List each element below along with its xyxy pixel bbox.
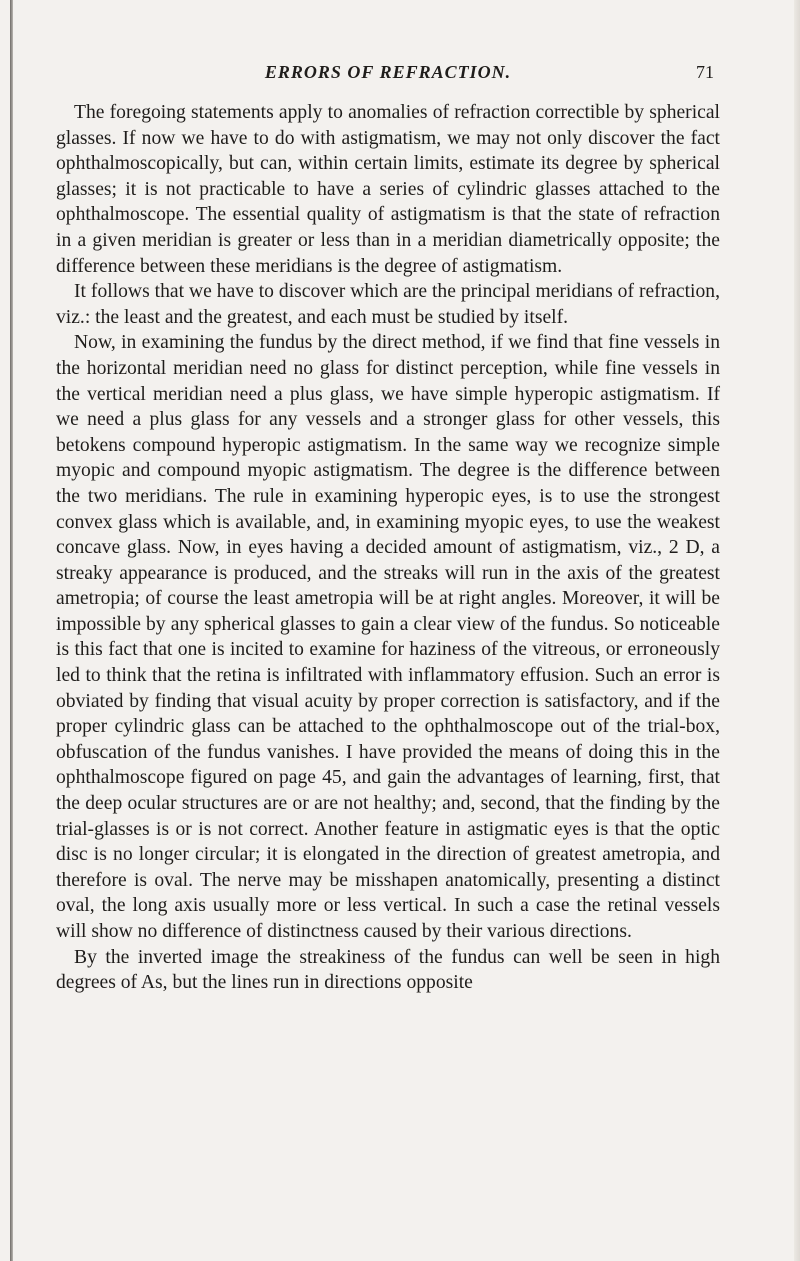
running-head: ERRORS OF REFRACTION. <box>264 62 512 82</box>
paragraph-astigmatism-intro: The foregoing statements apply to anomalies of refraction correctible by spherical glasses. If now we have to do with astigmatism, we may not only discover the fact ophthalmoscopically, but can, within certain limits, estimate its degree by spherical glasses; it is not practicable to have a series of cylindric glasses attached to the ophthalmoscope. The essential quality of astigmatism is that the state of refraction in a given meridian is greater or less than in a meridian diametrically opposite; the difference between these meridians is the degree of astigmatism. <box>56 102 720 277</box>
paragraph-direct-method: Now, in examining the fundus by the direct method, if we find that fine vessels in the horizontal meridian need no glass for distinct perception, while fine vessels in the vertical meridian need a plus glass, we have simple hyperopic astigmatism. If we need a plus glass for any vessels and a stronger glass for other vessels, this betokens compound hyperopic astigmatism. In the same way we recognize simple myopic and compound myopic astigmatism. The degree is the difference between the two meridians. The rule in examining hyperopic eyes, is to use the strongest convex glass which is available, and, in examining myopic eyes, to use the weakest concave glass. Now, in eyes having a decided amount of astigmatism, viz., 2 D, a streaky appearance is produced, and the streaks will run in the axis of the greatest ametropia; of course the least ametropia will be at right angles. Moreover, it will be impossible by any spherical glasses to gain a clear view of the fundus. So noticeable is this fact that one is incited to examine for haziness of the vitreous, or erroneously led to think that the retina is infiltrated with inflammatory effusion. Such an error is obviated by finding that visual acuity by proper correction is satisfactory, and if the proper cylindric glass can be attached to the ophthalmoscope out of the trial-box, obfuscation of the fundus vanishes. I have provided the means of doing this in the ophthalmoscope figured on page 45, and gain the advantages of learning, first, that the deep ocular structures are or are not healthy; and, second, that the finding by the trial-glasses is or is not correct. Another feature in astigmatic eyes is that the optic disc is no longer circular; it is elongated in the direction of greatest ametropia, and therefore is oval. The nerve may be misshapen anatomically, presenting a distinct oval, the long axis usually more or less vertical. In such a case the retinal vessels will show no difference of distinctness caused by their various directions. <box>56 332 720 942</box>
paragraph-principal-meridians: It follows that we have to discover which are the principal meridians of refraction, viz.: the least and the greatest, and each must be studied by itself. <box>56 281 720 328</box>
page-header <box>56 62 720 88</box>
page-binding-edge <box>10 0 13 1261</box>
page-right-edge <box>794 0 800 1261</box>
page-number: 71 <box>696 62 714 82</box>
body-text <box>56 100 720 996</box>
paragraph-inverted-image: By the inverted image the streakiness of the fundus can well be seen in high degrees of As, but the lines run in directions opposite <box>56 946 720 994</box>
